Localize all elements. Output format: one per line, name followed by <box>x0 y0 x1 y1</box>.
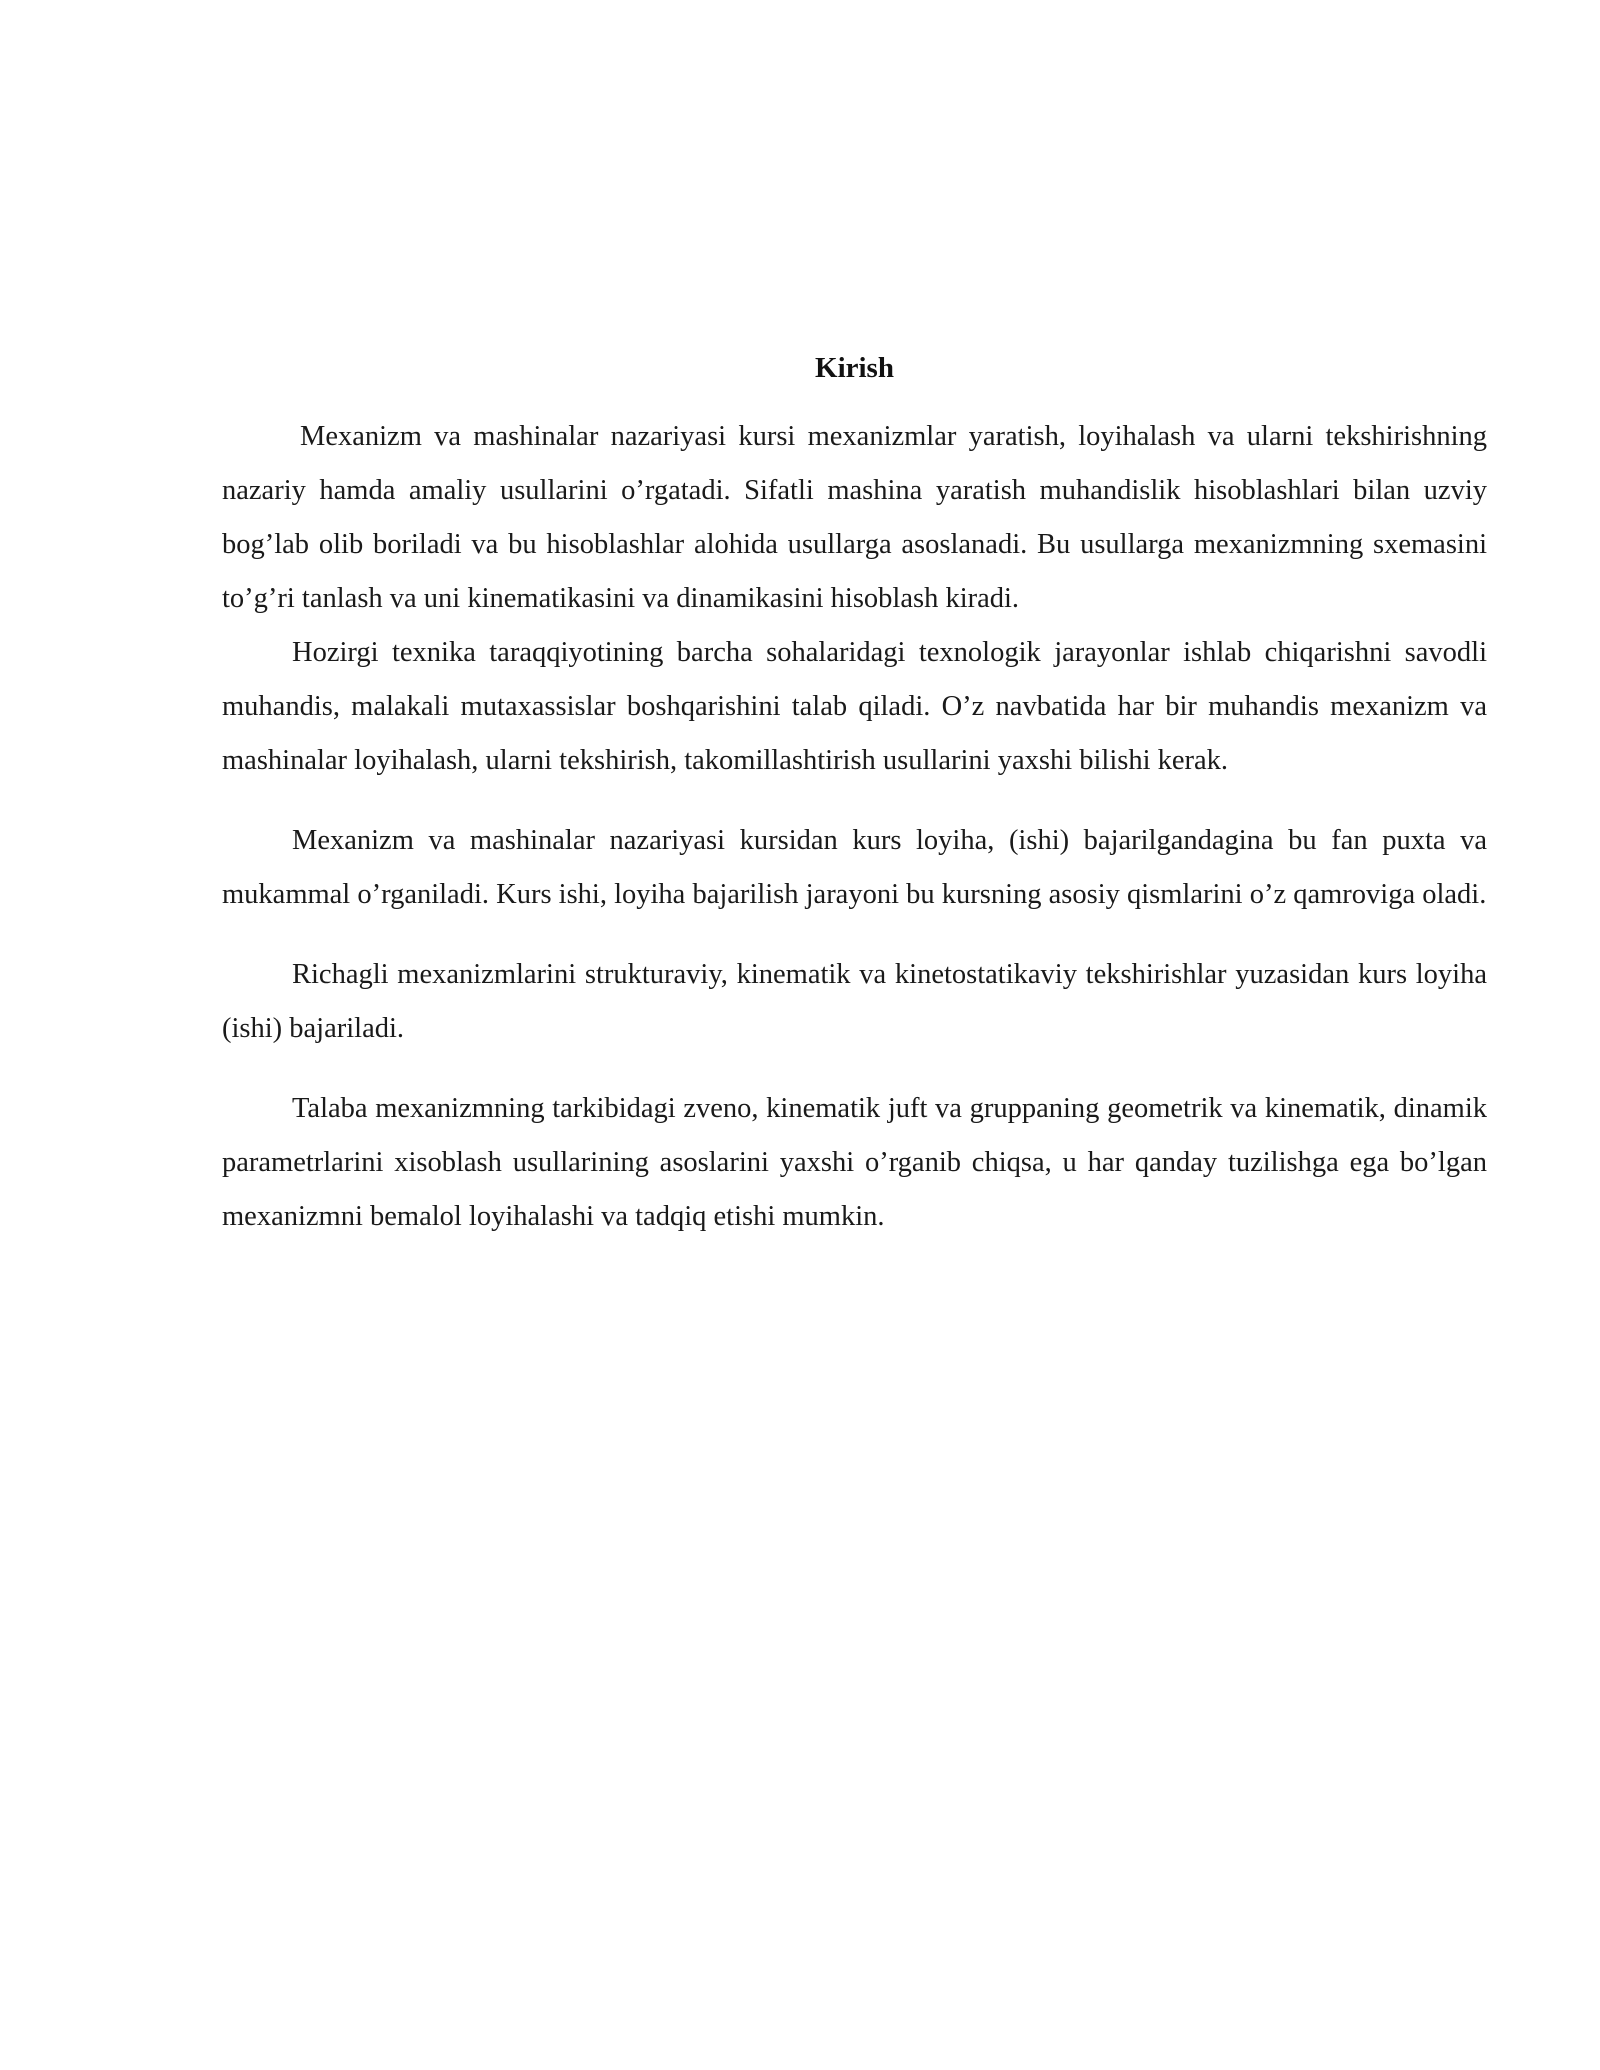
paragraph-2: Hozirgi texnika taraqqiyotining barcha sohalaridagi texnologik jarayonlar ishlab chiqarishni savodli muhandis, malakali mutaxassislar boshqarishini talab qiladi. O’z navbatida har bir muhandis mexanizm va mashinalar loyihalash, ularni tekshirish, takomillashtirish usullarini yaxshi bilishi kerak. <box>222 637 1487 776</box>
paragraph-4: Richagli mexanizmlarini strukturaviy, kinematik va kinetostatikaviy tekshirishlar yuzasidan kurs loyiha (ishi) bajariladi. <box>222 959 1487 1044</box>
document-body <box>222 346 1487 1244</box>
paragraph-3: Mexanizm va mashinalar nazariyasi kursidan kurs loyiha, (ishi) bajarilgandagina bu fan puxta va mukammal o’rganiladi. Kurs ishi, loyiha bajarilish jarayoni bu kursning asosiy qismlarini o’z qamroviga oladi. <box>222 825 1487 910</box>
document-title: Kirish <box>815 352 894 384</box>
paragraph-5: Talaba mexanizmning tarkibidagi zveno, kinematik juft va gruppaning geometrik va kinematik, dinamik parametrlarini xisoblash usullarining asoslarini yaxshi o’rganib chiqsa, u har qanday tuzilishga ega bo’lgan mexanizmni bemalol loyihalashi va tadqiq etishi mumkin. <box>222 1093 1487 1232</box>
paragraph-1: Mexanizm va mashinalar nazariyasi kursi mexanizmlar yaratish, loyihalash va ularni tekshirishning nazariy hamda amaliy usullarini o’rgatadi. Sifatli mashina yaratish muhandislik hisoblashlari bilan uzviy bog’lab olib boriladi va bu hisoblashlar alohida usullarga asoslanadi. Bu usullarga mexanizmning sxemasini to’g’ri tanlash va uni kinematikasini va dinamikasini hisoblash kiradi. <box>222 421 1487 614</box>
